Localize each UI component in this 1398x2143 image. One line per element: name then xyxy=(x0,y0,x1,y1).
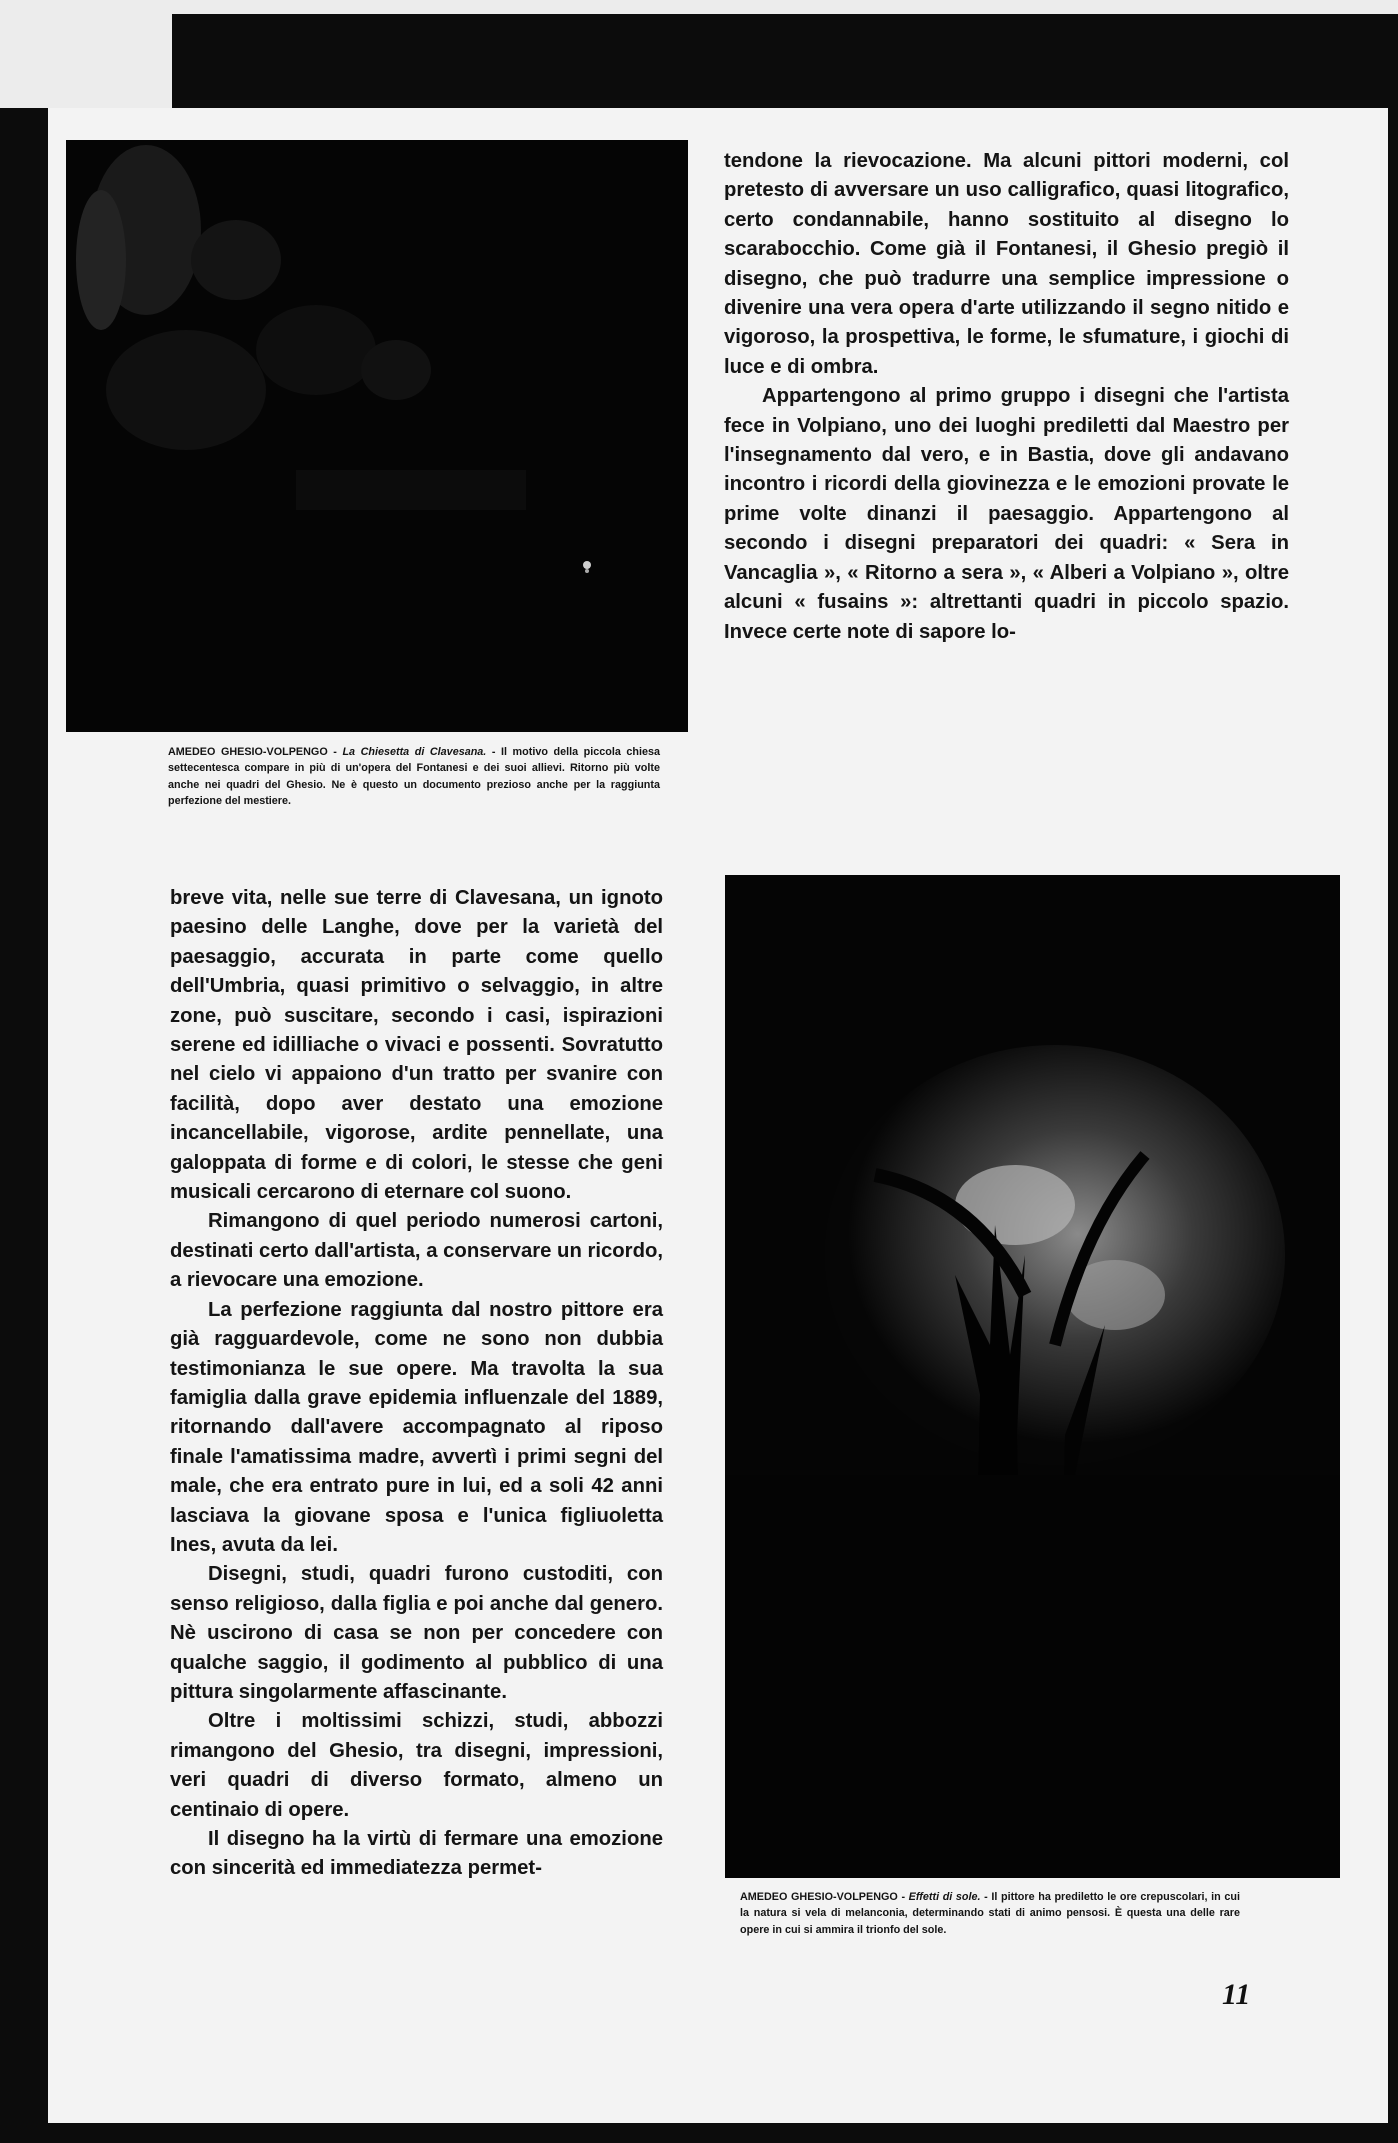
paragraph: La perfezione raggiunta dal nostro pittore era già ragguardevole, come ne sono non dubbia testimonianza le sue opere. Ma travolta la sua famiglia dalla grave epidemia influenzale del 1889, ritornando dall'avere accompagnato al riposo finale l'amatissima madre, avvertì i primi segni del male, che era entrato pure in lui, ed a soli 42 anni lasciava la giovane sposa e l'unica figliuoletta Ines, avuta da lei. xyxy=(170,1298,663,1556)
caption-separator: - xyxy=(897,1891,909,1903)
left-text-column xyxy=(170,884,663,1884)
paragraph: Rimangono di quel periodo numerosi cartoni, destinati certo dall'artista, a conservare un ricordo, a rievocare una emozione. xyxy=(170,1210,663,1292)
paragraph: tendone la rievocazione. Ma alcuni pittori moderni, col pretesto di avversare un uso calligrafico, quasi litografico, certo condannabile, hanno sostituito al disegno lo scarabocchio. Come già il Fontanesi, il Ghesio pregiò il disegno, che può tradurre una semplice impressione o divenire una vera opera d'arte utilizzando il segno nitido e vigoroso, la prospettiva, le forme, le sfumature, i giochi di luce e di ombra. xyxy=(724,150,1289,378)
caption-work-title: La Chiesetta di Clavesana. xyxy=(342,746,487,758)
trees-photo-image xyxy=(725,875,1340,1878)
caption-work-title: Effetti di sole. xyxy=(908,1891,981,1903)
paragraph: Appartengono al primo gruppo i disegni che l'artista fece in Volpiano, uno dei luoghi prediletti dal Maestro per l'insegnamento dal vero, e in Bastia, dove gli andavano incontro i ricordi della giovinezza e le emozioni provate le prime volte dinanzi il paesaggio. Appartengono al secondo i disegni preparatori dei quadri: « Sera in Vancaglia », « Ritorno a sera », « Alberi a Volpiano », oltre alcuni « fusains »: altrettanti quadri in piccolo spazio. Invece certe note di sapore lo- xyxy=(724,385,1289,643)
caption-separator: - xyxy=(327,746,343,758)
church-night-photo xyxy=(66,140,688,732)
right-text-column xyxy=(724,147,1289,647)
church-photo-caption xyxy=(168,744,660,810)
caption-text: - Il pittore ha prediletto le ore crepuscolari, in cui la natura si vela di melanconia, determinando stati di animo pensosi. È questa una delle rare opere in cui si ammira il trionfo del sole. xyxy=(740,1891,1241,1936)
paragraph: breve vita, nelle sue terre di Clavesana, un ignoto paesino delle Langhe, dove per la varietà del paesaggio, accurata in parte come quello dell'Umbria, quasi primitivo o selvaggio, in altre zone, può suscitare, secondo i casi, ispirazioni serene ed idilliache o vivaci e possenti. Sovratutto nel cielo vi appaiono d'un tratto per svanire con facilità, dopo aver destato una emozione incancellabile, vigorose, ardite pennellate, una galoppata di forme e di colori, le stesse che geni musicali cercarono di eternare col suono. xyxy=(170,887,663,1204)
church-photo-image xyxy=(66,140,688,732)
page-number: 11 xyxy=(1222,1978,1251,2011)
caption-author: AMEDEO GHESIO-VOLPENGO xyxy=(740,1891,898,1903)
paragraph: Oltre i moltissimi schizzi, studi, abbozzi rimangono del Ghesio, tra disegni, impressioni, veri quadri di diverso formato, almeno un centinaio di opere. xyxy=(170,1710,663,1821)
caption-text: - Il motivo della piccola chiesa settecentesca compare in più di un'opera del Fontanesi e dei suoi allievi. Ritorno più volte anche nei quadri del Ghesio. Ne è questo un documento prezioso anche per la raggiunta perfezione del mestiere. xyxy=(168,746,661,808)
caption-author: AMEDEO GHESIO-VOLPENGO xyxy=(168,746,328,758)
trees-photo-caption xyxy=(740,1889,1240,1938)
trees-sunset-photo xyxy=(725,875,1340,1878)
paragraph: Il disegno ha la virtù di fermare una emozione con sincerità ed immediatezza permet- xyxy=(170,1828,663,1880)
paragraph: Disegni, studi, quadri furono custoditi, con senso religioso, dalla figlia e poi anche dal genero. Nè uscirono di casa se non per concedere con qualche saggio, il godimento al pubblico di una pittura singolarmente affascinante. xyxy=(170,1563,663,1703)
scan-corner-margin xyxy=(0,14,172,108)
scan-top-margin xyxy=(0,0,1398,14)
